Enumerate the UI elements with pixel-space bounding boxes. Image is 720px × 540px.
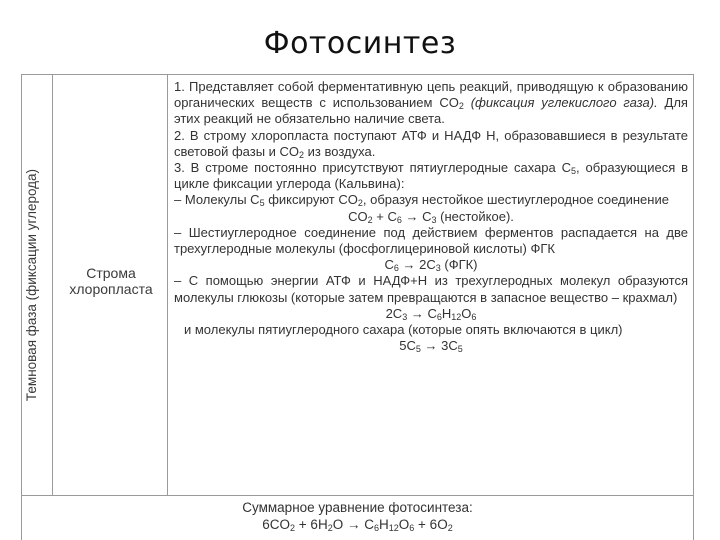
process-description bbox=[174, 79, 688, 354]
equation-3: $2C_3 \to C_6H_{12}O_6$ bbox=[385, 305, 477, 322]
summary-cell bbox=[22, 499, 693, 533]
point-1: 1. Представляет собой ферментативную цепь реакций, приводящую к образованию органических веществ с использованием $CO_2$ (фиксация углекислого газа). Для этих реакций не обязательно наличие света. bbox=[174, 79, 688, 127]
photosynthesis-table bbox=[21, 74, 694, 540]
point-7: и молекулы пятиуглеродного сахара (которые опять включаются в цикл) bbox=[184, 322, 623, 338]
point-2: 2. В строму хлоропласта поступают АТФ и НАДФ Н, образовавшиеся в результате световой фазы и $CO_2$ из воздуха. bbox=[174, 127, 688, 160]
column-divider bbox=[52, 75, 53, 495]
location-line-2: хлоропласта bbox=[69, 281, 153, 297]
equation-4: $5C_5 \to 3C_5$ bbox=[399, 338, 463, 355]
column-divider bbox=[167, 75, 168, 495]
point-5: – Шестиуглеродное соединение под действием ферментов распадается на две трехуглеродные молекулы (фосфоглицериновой кислоты) ФГК bbox=[174, 224, 688, 257]
point-6: – С помощью энергии АТФ и НАДФ+Н из трехуглеродных молекул образуются молекулы глюкозы (которые затем превращаются в запасное вещество – крахмал) bbox=[174, 273, 688, 305]
equation-1: $CO_2 + C_6 \to C_3$ (нестойкое). bbox=[348, 208, 514, 225]
phase-name: Темновая фаза (фиксации углерода) bbox=[24, 168, 39, 402]
point-4: – Молекулы $C_5$ фиксируют $CO_2$, образуя нестойкое шестиуглеродное соединение bbox=[174, 192, 669, 209]
row-divider bbox=[22, 495, 693, 496]
point-3: 3. В строме постоянно присутствуют пятиуглеродные сахара $C_5$, образующиеся в цикле фиксации углерода (Кальвина): bbox=[174, 160, 688, 192]
equation-2: $C_6 \to 2C_3$ (ФГК) bbox=[384, 257, 478, 274]
page-title: Фотосинтез bbox=[263, 26, 457, 61]
summary-label: Суммарное уравнение фотосинтеза: bbox=[242, 500, 473, 515]
location-cell bbox=[56, 265, 166, 297]
location-line-1: Строма bbox=[86, 265, 136, 281]
summary-equation: $6CO_2 + 6H_2O \to C_6H_{12}O_6 + 6O_2$ bbox=[262, 517, 453, 533]
